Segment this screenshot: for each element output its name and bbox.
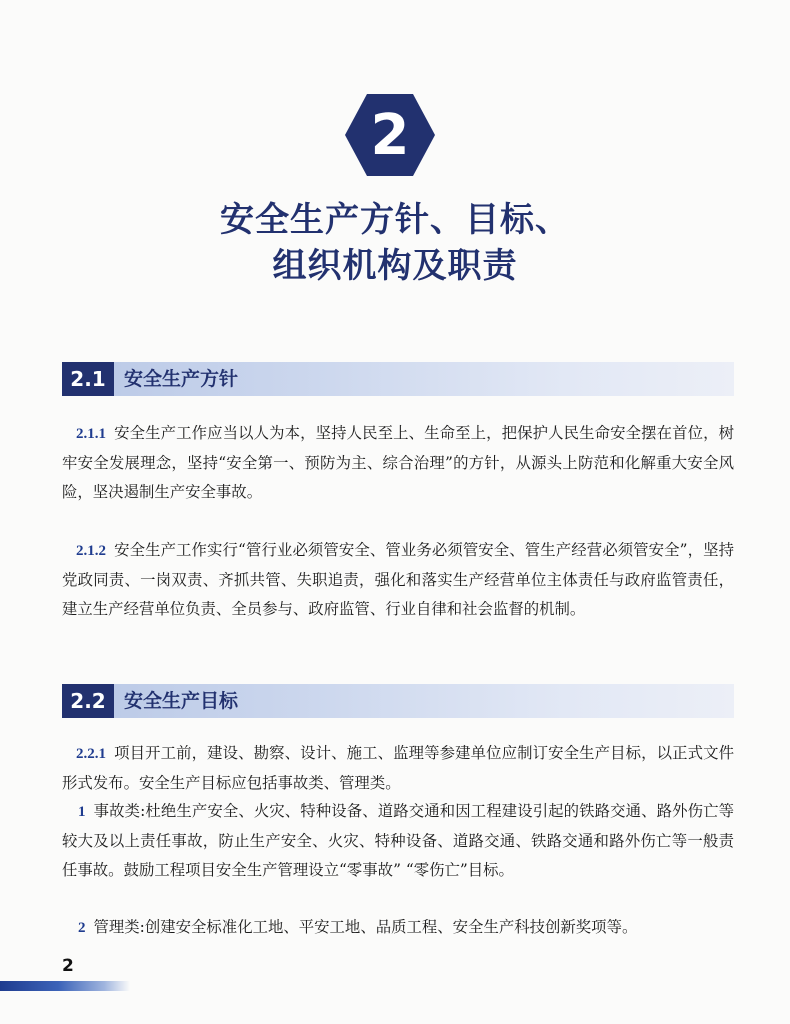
section-header-2-2 xyxy=(62,684,734,718)
footer-stripe xyxy=(0,981,130,991)
item-number: 2 xyxy=(78,920,86,936)
paragraph-2-2-1 xyxy=(62,739,734,798)
paragraph-text: 项目开工前，建设、勘察、设计、施工、监理等参建单位应制订安全生产目标，以正式文件形式发布。安全生产目标应包括事故类、管理类。 xyxy=(62,744,734,792)
paragraph-text: 安全生产工作实行“管行业必须管安全、管业务必须管安全、管生产经营必须管安全”，坚持党政同责、一岗双责、齐抓共管、失职追责，强化和落实生产经营单位主体责任与政府监管责任，建立生产经营单位负责、全员参与、政府监管、行业自律和社会监督的机制。 xyxy=(62,541,734,618)
clause-number: 2.1.1 xyxy=(76,426,106,442)
paragraph-text: 安全生产工作应当以人为本，坚持人民至上、生命至上，把保护人民生命安全摆在首位，树牢安全发展理念，坚持“安全第一、预防为主、综合治理”的方针，从源头上防范和化解重大安全风险，坚决遏制生产安全事故。 xyxy=(62,424,734,501)
section-header-2-1 xyxy=(62,362,734,396)
paragraph-2-1-1 xyxy=(62,419,734,507)
chapter-title-line1: 安全生产方针、目标、 xyxy=(220,200,570,240)
section-title: 安全生产目标 xyxy=(124,690,239,712)
chapter-title-line2: 组织机构及职责 xyxy=(272,246,518,286)
clause-number: 2.1.2 xyxy=(76,543,106,559)
paragraph-2-1-2 xyxy=(62,536,734,624)
chapter-badge xyxy=(345,92,435,178)
paragraph-text: 事故类:杜绝生产安全、火灾、特种设备、道路交通和因工程建设引起的铁路交通、路外伤亡等较大及以上责任事故，防止生产安全、火灾、特种设备、道路交通、铁路交通和路外伤亡等一般责任事故。鼓励工程项目安全生产管理设立“零事故” “零伤亡”目标。 xyxy=(62,802,734,879)
list-item-accident xyxy=(62,797,734,885)
section-number: 2.2 xyxy=(62,684,114,718)
clause-number: 2.2.1 xyxy=(76,746,106,762)
section-number: 2.1 xyxy=(62,362,114,396)
item-number: 1 xyxy=(78,804,86,820)
list-item-management xyxy=(62,913,734,943)
paragraph-text: 管理类:创建安全标准化工地、平安工地、品质工程、安全生产科技创新奖项等。 xyxy=(93,918,638,936)
chapter-number: 2 xyxy=(370,102,410,168)
page-number: 2 xyxy=(62,956,74,976)
section-title: 安全生产方针 xyxy=(124,368,239,390)
